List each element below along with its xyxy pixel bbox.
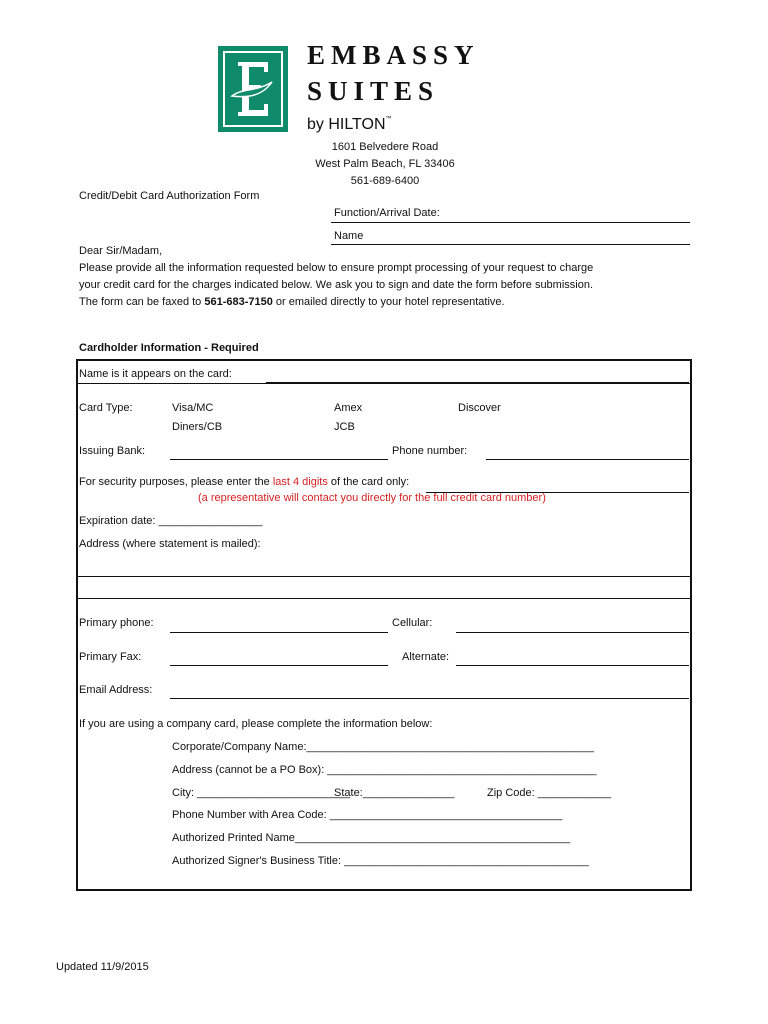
security-note: (a representative will contact you directly for the full credit card number) (198, 492, 546, 504)
address-label: Address (where statement is mailed): (79, 538, 261, 550)
hotel-city: West Palm Beach, FL 33406 (315, 158, 455, 170)
issuing-bank-field[interactable] (170, 459, 388, 460)
embassy-logo-mark (218, 46, 288, 132)
card-type-visa-mc[interactable]: Visa/MC (172, 402, 214, 414)
security-last4: last 4 digits (272, 476, 328, 488)
primary-phone-field[interactable] (170, 632, 388, 633)
cellular-label: Cellular: (392, 617, 433, 629)
phone-number-label: Phone number: (392, 445, 468, 457)
brand-by-hilton (307, 116, 392, 134)
intro-line-1: Please provide all the information requested below to ensure prompt processing of your request to charge (79, 262, 594, 274)
address-line-1[interactable] (77, 576, 690, 577)
intro-line-2: your credit card for the charges indicated below. We ask you to sign and date the form before submission. (79, 279, 594, 291)
card-type-label: Card Type: (79, 402, 133, 414)
function-date-label: Function/Arrival Date: (334, 207, 440, 219)
corp-name-field[interactable]: Corporate/Company Name:_______________________________________________ (172, 741, 595, 753)
corp-address-field[interactable]: Address (cannot be a PO Box): ____________________________________________ (172, 764, 597, 776)
state-field[interactable]: State:_______________ (334, 787, 455, 799)
greeting: Dear Sir/Madam, (79, 245, 163, 257)
security-text-b: of the card only: (327, 476, 410, 488)
row-divider-1 (77, 383, 690, 384)
primary-phone-label: Primary phone: (79, 617, 154, 629)
issuing-bank-label: Issuing Bank: (79, 445, 146, 457)
email-label: Email Address: (79, 684, 153, 696)
city-field[interactable]: City: _________________________ (172, 787, 350, 799)
security-text-a: For security purposes, please enter the (79, 476, 273, 488)
cellular-field[interactable] (456, 632, 689, 633)
phone-area-field[interactable]: Phone Number with Area Code: ______________________________________ (172, 809, 563, 821)
function-date-field[interactable] (331, 222, 690, 223)
signer-title-field[interactable]: Authorized Signer's Business Title: ________________________________________ (172, 855, 589, 867)
card-type-diners[interactable]: Diners/CB (172, 421, 223, 433)
card-type-amex[interactable]: Amex (334, 402, 363, 414)
email-field[interactable] (170, 698, 689, 699)
hotel-street: 1601 Belvedere Road (331, 141, 439, 153)
name-field[interactable] (331, 244, 690, 245)
trademark-symbol: ™ (385, 116, 392, 122)
primary-fax-label: Primary Fax: (79, 651, 142, 663)
brand-embassy: EMBASSY (307, 40, 480, 70)
brand-suites: SUITES (307, 76, 440, 106)
fax-number: 561-683-7150 (204, 296, 273, 308)
intro-line-3b: or emailed directly to your hotel representative. (272, 296, 505, 308)
card-type-jcb[interactable]: JCB (334, 421, 355, 433)
zip-field[interactable]: Zip Code: ____________ (487, 787, 612, 799)
alternate-field[interactable] (456, 665, 689, 666)
hotel-phone: 561-689-6400 (350, 175, 420, 187)
logo-e-icon (218, 46, 288, 132)
name-on-card-label: Name is it appears on the card: (79, 368, 232, 380)
primary-fax-field[interactable] (170, 665, 388, 666)
phone-number-field[interactable] (486, 459, 689, 460)
card-type-discover[interactable]: Discover (458, 402, 501, 414)
alternate-label: Alternate: (402, 651, 450, 663)
intro-line-3a: The form can be faxed to (79, 296, 205, 308)
company-intro: If you are using a company card, please complete the information below: (79, 718, 433, 730)
address-line-2[interactable] (77, 598, 690, 599)
security-line (79, 476, 409, 488)
expiration-date[interactable]: Expiration date: _________________ (79, 515, 263, 527)
section-title: Cardholder Information - Required (79, 342, 259, 354)
form-title: Credit/Debit Card Authorization Form (79, 190, 260, 202)
printed-name-field[interactable]: Authorized Printed Name_____________________________________________ (172, 832, 571, 844)
intro-line-3 (79, 296, 505, 308)
name-label: Name (334, 230, 364, 242)
brand-by-hilton-text: by HILTON (307, 116, 386, 133)
updated-date: Updated 11/9/2015 (56, 961, 149, 973)
